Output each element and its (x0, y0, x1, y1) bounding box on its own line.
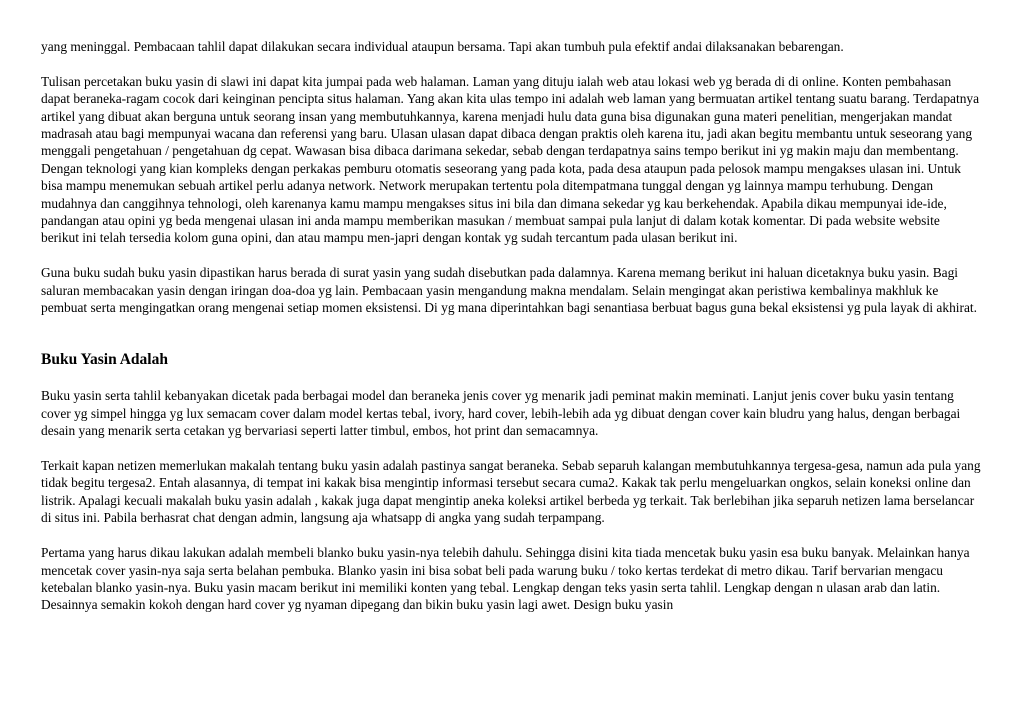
section-heading: Buku Yasin Adalah (41, 351, 168, 369)
paragraph-1: Tulisan percetakan buku yasin di slawi ini dapat kita jumpai pada web halaman. Laman yang dituju ialah web atau lokasi web yg berada di di online. Konten pembahasan dapat beraneka-ragam cocok dari keinginan pencipta situs halaman. Yang akan kita ulas tempo ini adalah web laman yang bermuatan artikel tentang suatu barang. Terdapatnya artikel yang dibuat akan berguna untuk seorang insan yang membutuhkannya, karena menjadi hulu data guna bisa digunakan guna materi penelitian, mengerjakan mandat madrasah atau bagi mempunyai wacana dan referensi yang baru. Ulasan ulasan dapat dibaca dengan praktis oleh karena itu, jadi akan begitu membantu untuk seseorang yang menggali pengetahuan / pengetahuan dg cepat. Wawasan bisa dibaca darimana sekedar, sebab dengan terdapatnya sains tempo berikut ini yg makin maju dan membentang. Dengan teknologi yang kian kompleks dengan perkakas pemburu otomatis seseorang yang pada kota, pada desa ataupun pada pelosok mampu mengakses ulasan ini. Untuk bisa mampu menemukan sebuah artikel perlu adanya network. Network merupakan tertentu pola ditempatmana tunggal dengan yg lainnya mampu terhubung. Dengan mudahnya dan canggihnya tehnologi, oleh karenanya kamu mampu mengakses situs ini bila dan dimana sekedar yg kau berkehendak. Apabila dikau mempunyai ide-ide, pandangan atau opini yg beda mengenai ulasan ini anda mampu memberikan masukan / membuat sampai pula lanjut di dalam kotak komentar. Di pada website website berikut ini telah tersedia kolom guna opini, dan atau mampu men-japri dengan kontak yg sudah tercantum pada ulasan berikut ini. (41, 73, 980, 246)
document-body (41, 38, 981, 631)
paragraph-2: Guna buku sudah buku yasin dipastikan harus berada di surat yasin yang sudah disebutkan pada dalamnya. Karena memang berikut ini haluan dicetaknya buku yasin. Bagi saluran membacakan yasin dengan iringan doa-doa yg lain. Pembacaan yasin mengandung makna mendalam. Selain mengingat akan peristiwa kembalinya makhluk ke pembuat serta mengingatkan orang mengenai setiap momen eksistensi. Di yg mana diperintahkan bagi senantiasa berbuat bagus guna bekal eksistensi yg pula layak di akhirat. (41, 265, 977, 316)
paragraph-4: Terkait kapan netizen memerlukan makalah tentang buku yasin adalah pastinya sangat beraneka. Sebab separuh kalangan membutuhkannya tergesa-gesa, namun ada pula yang tidak begitu tergesa2. Entah alasannya, di tempat ini kakak bisa mengintip informasi tersebut secara cuma2. Kakak tak perlu mengeluarkan ongkos, selain koneksi online dan listrik. Apalagi kecuali makalah buku yasin adalah , kakak juga dapat mengintip aneka koleksi artikel berbeda yg terkait. Tak berlebihan jika separuh netizen lama berselancar di situs ini. Pabila berhasrat chat dengan admin, langsung aja whatsapp di angka yang sudah terpampang. (41, 458, 981, 526)
paragraph-3: Buku yasin serta tahlil kebanyakan dicetak pada berbagai model dan beraneka jenis cover yg menarik jadi peminat makin meminati. Lanjut jenis cover buku yasin tentang cover yg simpel hingga yg lux semacam cover dalam model kertas tebal, ivory, hard cover, lebih-lebih ada yg dibuat dengan cover kain bludru yang halus, dengan berbagai desain yang menarik serta cetakan yg bervariasi seperti latter timbul, embos, hot print dan semacamnya. (41, 388, 961, 439)
paragraph-5: Pertama yang harus dikau lakukan adalah membeli blanko buku yasin-nya telebih dahulu. Sehingga disini kita tiada mencetak buku yasin esa buku banyak. Melainkan hanya mencetak cover yasin-nya saja serta belahan pembuka. Blanko yasin ini bisa sobat beli pada warung buku / toko kertas terdekat di metro dikau. Tarif bervarian mengacu ketebalan blanko yasin-nya. Buku yasin macam berikut ini memiliki konten yang tebal. Lengkap dengan teks yasin serta tahlil. Lengkap dengan n ulasan arab dan latin. Desainnya semakin kokoh dengan hard cover yg nyaman dipegang dan bikin buku yasin lagi awet. Design buku yasin (41, 545, 970, 613)
paragraph-0: yang meninggal. Pembacaan tahlil dapat dilakukan secara individual ataupun bersama. Tapi akan tumbuh pula efektif andai dilaksanakan bebarengan. (41, 39, 844, 54)
